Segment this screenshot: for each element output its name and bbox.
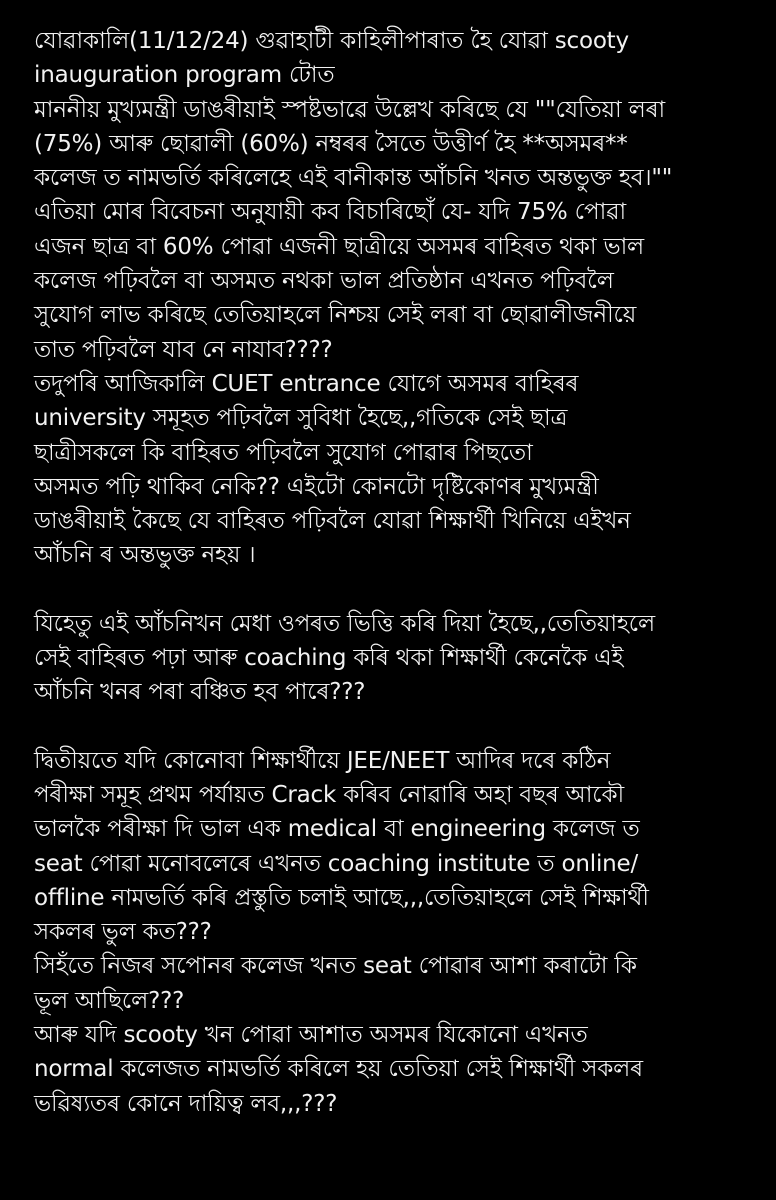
text-line: যিহেতু এই আঁচনিখন মেধা ওপৰত ভিত্তি কৰি দিয়া হৈছে,,তেতিয়াহলে [34, 610, 655, 637]
text-line: (75%) আৰু ছোৱালী (60%) নম্বৰৰ সৈতে উত্তীৰ্ণ হৈ **অসমৰ** [34, 130, 628, 157]
text-line: ভালকৈ পৰীক্ষা দি ভাল এক medical বা engineering কলেজ ত [34, 816, 640, 843]
paragraph-2 [34, 607, 754, 710]
text-line: তদুপৰি আজিকালি CUET entrance যোগে অসমৰ বাহিৰৰ [34, 370, 579, 397]
text-line: এতিয়া মোৰ বিবেচনা অনুযায়ী কব বিচাৰিছোঁ যে- যদি 75% পোৱা [34, 199, 626, 226]
text-line: কলেজ পঢ়িবলৈ বা অসমত নথকা ভাল প্ৰতিষ্ঠান এখনত পঢ়িবলৈ [34, 268, 614, 295]
text-line: সুযোগ লাভ কৰিছে তেতিয়াহলে নিশ্চয় সেই লৰা বা ছোৱালীজনীয়ে [34, 302, 637, 329]
text-line: দ্বিতীয়তে যদি কোনোবা শিক্ষাৰ্থীয়ে JEE/NEET আদিৰ দৰে কঠিন [34, 747, 611, 774]
text-line: আৰু যদি scooty খন পোৱা আশাত অসমৰ যিকোনো এখনত [34, 1022, 588, 1049]
text-line: ডাঙৰীয়াই কৈছে যে বাহিৰত পঢ়িবলৈ যোৱা শিক্ষাৰ্থী খিনিয়ে এইখন [34, 508, 631, 535]
text-line: কলেজ ত নামভৰ্তি কৰিলেহে এই বানীকান্ত আঁচনি খনত অন্তভুক্ত হব।"" [34, 165, 673, 192]
text-line: মাননীয় মুখ্যমন্ত্ৰী ডাঙৰীয়াই স্পষ্টভাৱে উল্লেখ কৰিছে যে ""যেতিয়া লৰা [34, 96, 665, 123]
text-line: আঁচনি ৰ অন্তভুক্ত নহয় । [34, 542, 256, 569]
text-line: ভূল আছিলে??? [34, 987, 185, 1014]
text-line: university সমূহত পঢ়িবলৈ সুবিধা হৈছে,,গতিকে সেই ছাত্ৰ [34, 405, 568, 432]
text-line: সেই বাহিৰত পঢ়া আৰু coaching কৰি থকা শিক্ষাৰ্থী কেনেকৈ এই [34, 645, 624, 672]
text-line: তাত পঢ়িবলৈ যাব নে নাযাব???? [34, 336, 333, 363]
text-line: অসমত পঢ়ি থাকিব নেকি?? এইটো কোনটো দৃষ্টিকোণৰ মুখ্যমন্ত্ৰী [34, 473, 599, 500]
text-line: পৰীক্ষা সমূহ প্ৰথম পৰ্যায়ত Crack কৰিব নোৱাৰি অহা বছৰ আকৌ [34, 781, 624, 808]
post-text [34, 24, 754, 1121]
text-line: যোৱাকালি(11/12/24) গুৱাহাটী কাহিলীপাৰাত হৈ যোৱা scooty [34, 28, 629, 54]
text-line: ছাত্ৰীসকলে কি বাহিৰত পঢ়িবলৈ সুযোগ পোৱাৰ পিছতো [34, 439, 533, 466]
text-line: সিহঁতে নিজৰ সপোনৰ কলেজ খনত seat পোৱাৰ আশা কৰাটো কি [34, 953, 637, 980]
text-line: inauguration program টোত [34, 62, 335, 89]
text-line: সকলৰ ভুল কত??? [34, 919, 212, 946]
text-line: আঁচনি খনৰ পৰা বঞ্চিত হব পাৰে??? [34, 679, 366, 706]
text-line: ভৱিষ্যতৰ কোনে দায়িত্ব লব,,,??? [34, 1090, 338, 1117]
paragraph-3 [34, 744, 754, 1121]
text-line: offline নামভৰ্তি কৰি প্ৰস্তুতি চলাই আছে,,,তেতিয়াহলে সেই শিক্ষাৰ্থী [34, 884, 649, 911]
paragraph-1 [34, 24, 754, 573]
text-line: normal কলেজত নামভৰ্তি কৰিলে হয় তেতিয়া সেই শিক্ষাৰ্থী সকলৰ [34, 1056, 643, 1083]
text-line: এজন ছাত্ৰ বা 60% পোৱা এজনী ছাত্ৰীয়ে অসমৰ বাহিৰত থকা ভাল [34, 233, 644, 260]
text-line: seat পোৱা মনোবলেৰে এখনত coaching institute ত online/ [34, 850, 639, 877]
